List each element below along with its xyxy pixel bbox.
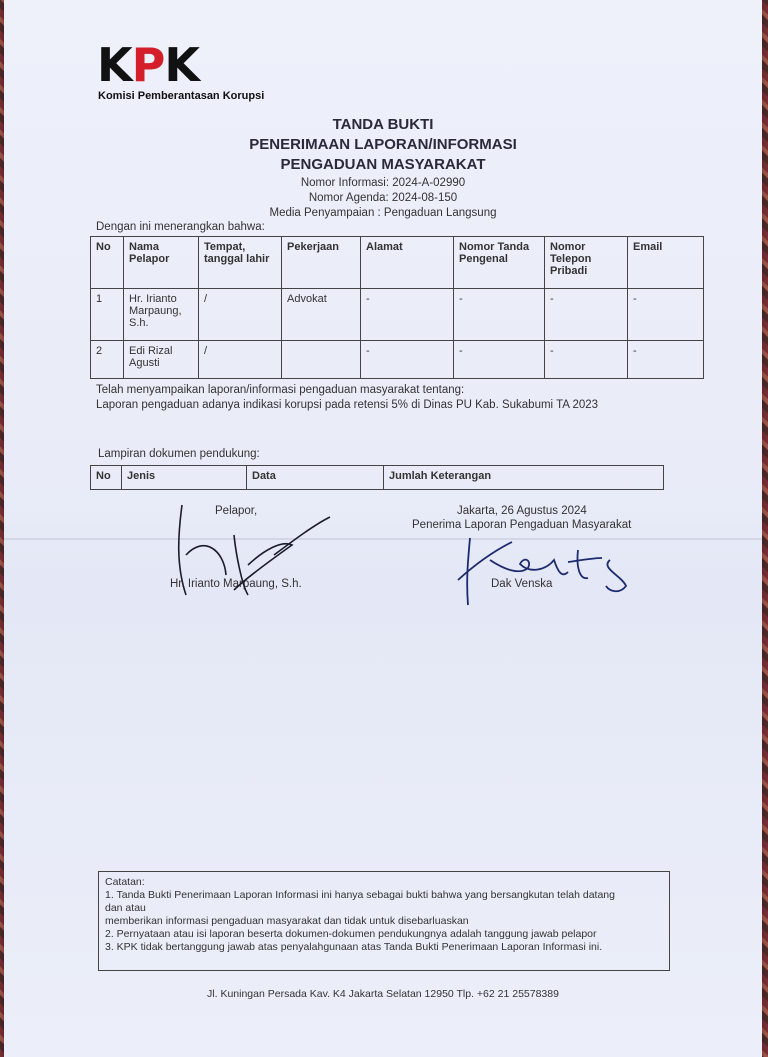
report-subject: Laporan pengaduan adanya indikasi korupsi pada retensi 5% di Dinas PU Kab. Sukabumi TA 2023 [96,399,599,411]
notes-box [98,871,670,971]
title-line-2: PENERIMAAN LAPORAN/INFORMASI [249,136,517,153]
reporters-header-row [91,237,704,289]
cell: - [361,289,454,341]
title-line-1: TANDA BUKTI [332,116,434,133]
cell: 2 [91,341,124,379]
cell: - [545,289,628,341]
col-header: Nomor Telepon Pribadi [545,237,628,289]
footer-address: Jl. Kuningan Persada Kav. K4 Jakarta Selatan 12950 Tlp. +62 21 25578389 [207,988,559,1000]
logo-letters: KPK [97,38,200,92]
cell: - [361,341,454,379]
cell [282,341,361,379]
reporter-signature [164,495,344,615]
document-paper [4,0,762,1057]
col-header: Data [247,466,384,490]
col-header: Jenis [122,466,247,490]
cell: 1 [91,289,124,341]
col-header: No [91,466,122,490]
nomor-informasi: Nomor Informasi: 2024-A-02990 [300,177,466,189]
reporter-label: Pelapor, [215,505,258,517]
cell: / [199,289,282,341]
title-line-3: PENGADUAN MASYARAKAT [280,156,486,173]
col-header: No [91,237,124,289]
cell: Advokat [282,289,361,341]
cell: - [628,289,704,341]
notes-item-2: 2. Pernyataan atau isi laporan beserta dokumen-dokumen pendukungnya adalah tanggung jawab pelapor [105,928,597,940]
table-row [91,289,704,341]
report-intro: Telah menyampaikan laporan/informasi pengaduan masyarakat tentang: [96,384,465,396]
attachments-header-row [91,466,664,490]
logo-subtitle: Komisi Pemberantasan Korupsi [98,90,265,102]
cell: Edi Rizal Agusti [124,341,199,379]
col-header: Jumlah Keterangan [384,466,664,490]
cell: Hr. Irianto Marpaung, S.h. [124,289,199,341]
notes-item-1c: memberikan informasi pengaduan masyarakat dan tidak untuk disebarluaskan [105,915,469,927]
paper-fold [4,538,762,540]
cell: - [628,341,704,379]
receiver-signature [450,520,640,610]
col-header: Nomor Tanda Pengenal [454,237,545,289]
intro-text: Dengan ini menerangkan bahwa: [96,221,265,233]
cell: - [545,341,628,379]
nomor-agenda: Nomor Agenda: 2024-08-150 [308,192,458,204]
reporters-table [90,236,704,379]
col-header: Email [628,237,704,289]
col-header: Nama Pelapor [124,237,199,289]
kpk-logo [97,38,199,92]
cell: / [199,341,282,379]
cell: - [454,289,545,341]
attachments-table [90,465,664,490]
receiver-name: Dak Venska [491,578,553,590]
col-header: Alamat [361,237,454,289]
notes-title: Catatan: [105,876,145,888]
col-header: Pekerjaan [282,237,361,289]
reporter-name: Hr. Irianto Marpaung, S.h. [170,578,302,590]
table-row [91,341,704,379]
cell: - [454,341,545,379]
media-penyampaian: Media Penyampaian : Pengaduan Langsung [269,207,497,219]
notes-item-3: 3. KPK tidak bertanggung jawab atas penyalahgunaan atas Tanda Bukti Penerimaan Laporan Informasi ini. [105,941,603,953]
col-header: Tempat, tanggal lahir [199,237,282,289]
notes-item-1b: dan atau [105,902,146,914]
receiver-label: Penerima Laporan Pengaduan Masyarakat [412,519,632,531]
attachments-label: Lampiran dokumen pendukung: [98,448,260,460]
notes-item-1a: 1. Tanda Bukti Penerimaan Laporan Informasi ini hanya sebagai bukti bahwa yang bersangkutan telah datang [105,889,615,901]
place-date: Jakarta, 26 Agustus 2024 [457,505,587,517]
